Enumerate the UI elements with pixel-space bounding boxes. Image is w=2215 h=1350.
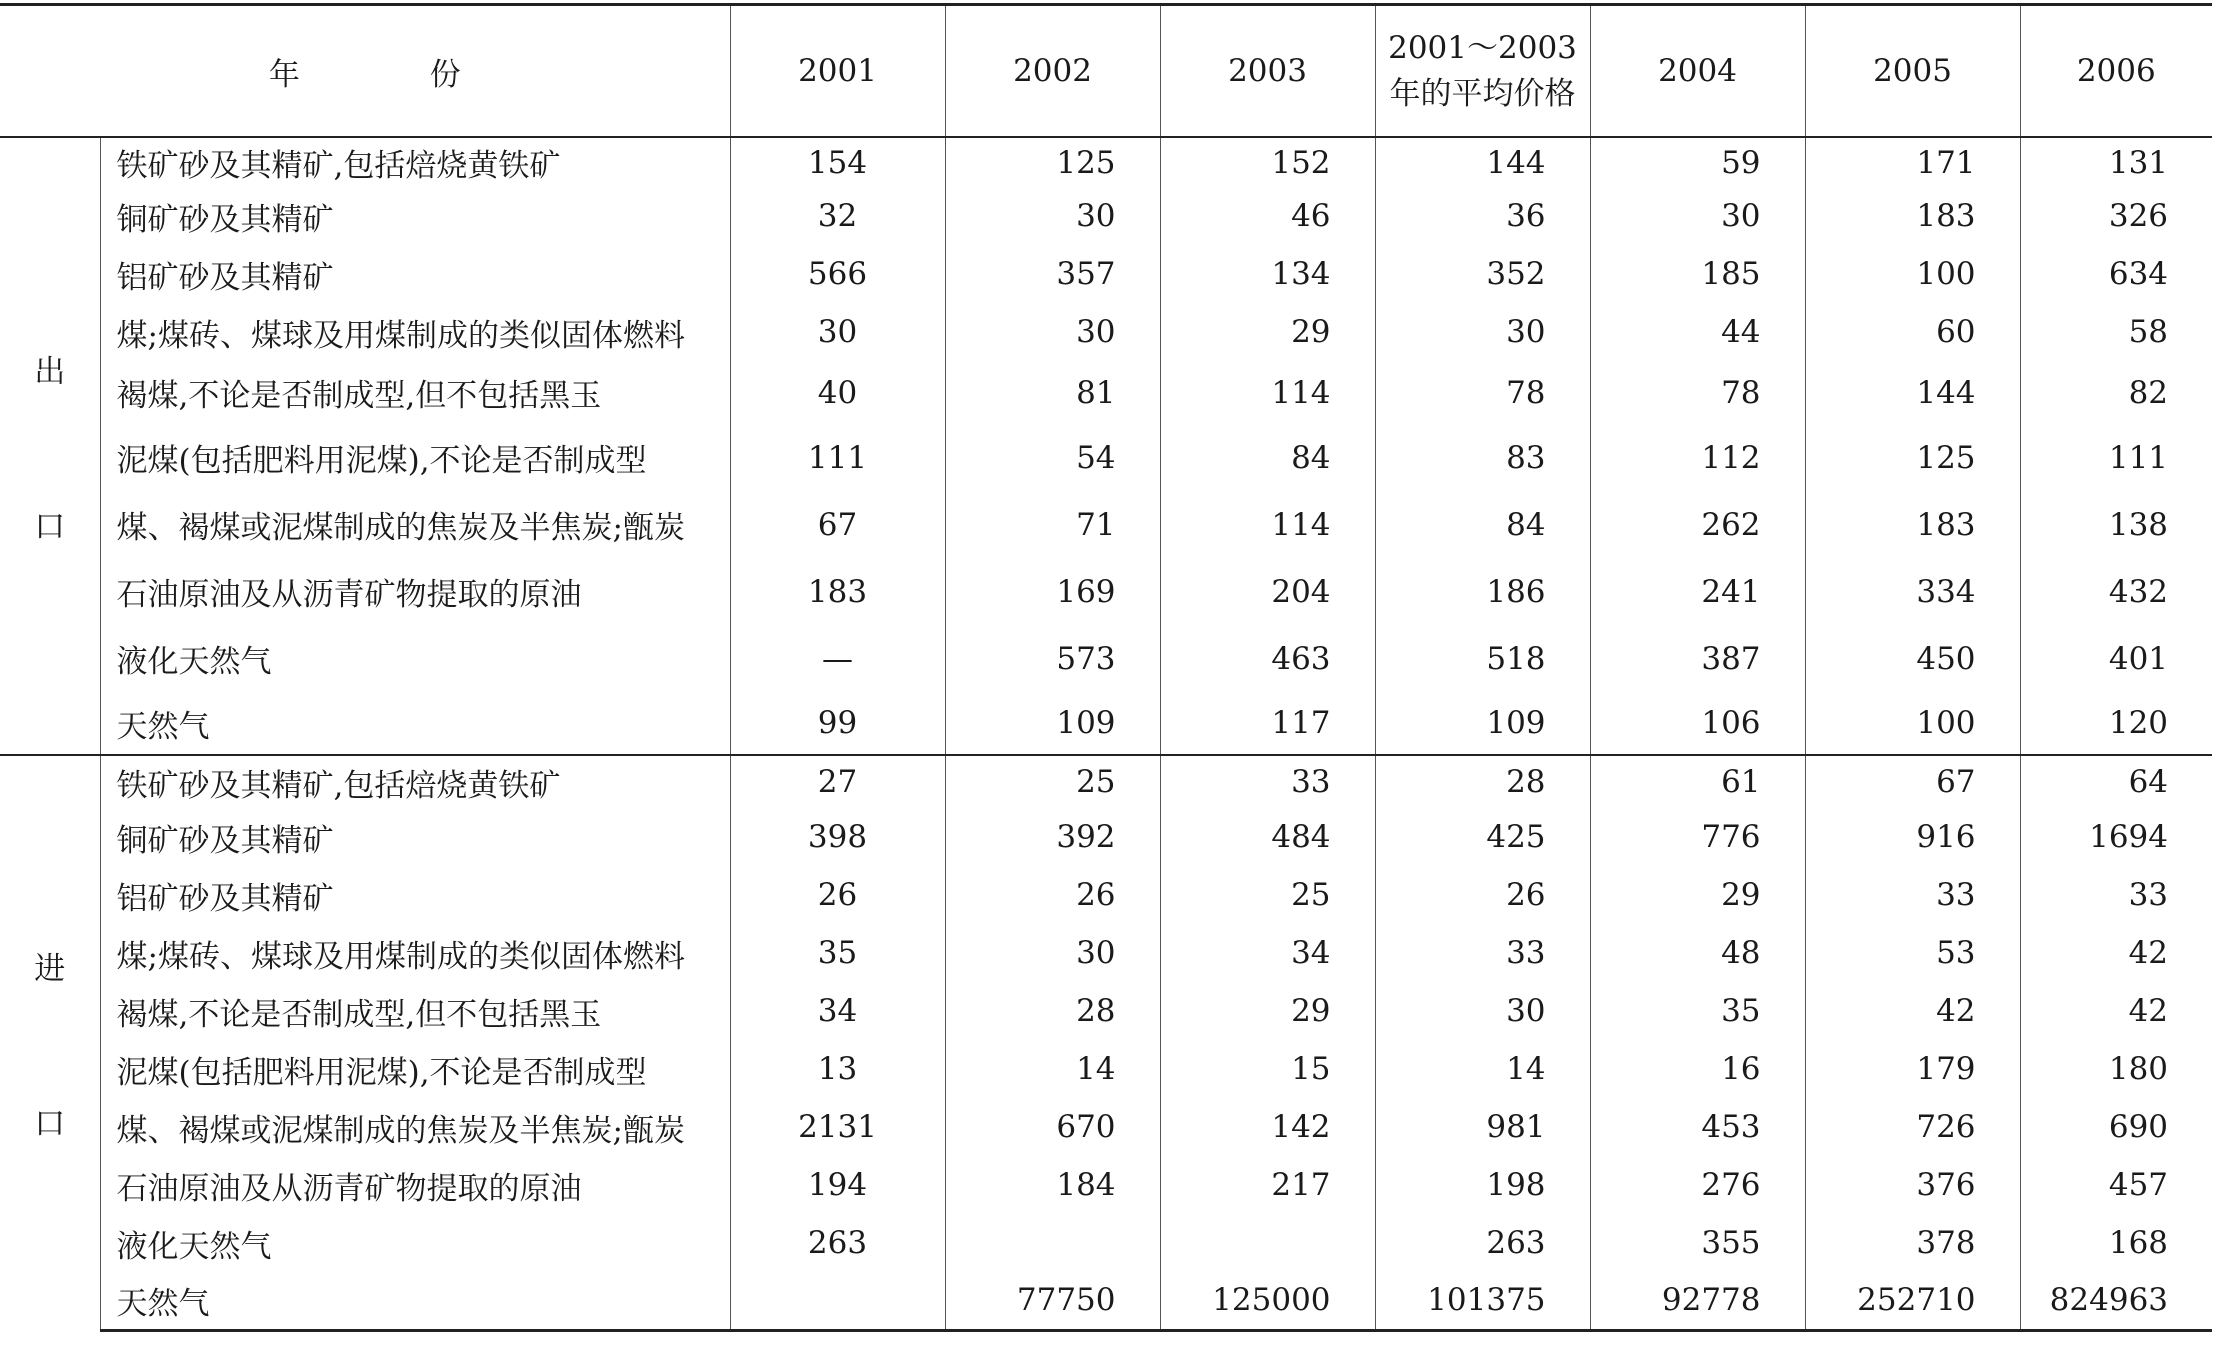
- value-cell: 100: [1805, 245, 2020, 303]
- value-cell: 28: [945, 982, 1160, 1040]
- value-cell: 401: [2020, 625, 2212, 692]
- item-name: 煤;煤砖、煤球及用煤制成的类似固体燃料: [100, 924, 730, 982]
- value-cell: 457: [2020, 1156, 2212, 1214]
- value-cell: 30: [1375, 303, 1590, 361]
- value-cell: 183: [730, 558, 945, 625]
- item-name: 石油原油及从沥青矿物提取的原油: [100, 1156, 730, 1214]
- value-cell: 142: [1160, 1098, 1375, 1156]
- value-cell: 29: [1160, 982, 1375, 1040]
- column-header: 2002: [945, 5, 1160, 138]
- table-row: [0, 303, 2212, 361]
- value-cell: 16: [1590, 1040, 1805, 1098]
- item-name: 泥煤(包括肥料用泥煤),不论是否制成型: [100, 424, 730, 491]
- value-cell: 82: [2020, 361, 2212, 424]
- value-cell: 518: [1375, 625, 1590, 692]
- value-cell: 357: [945, 245, 1160, 303]
- column-header: 2005: [1805, 5, 2020, 138]
- value-cell: 109: [1375, 692, 1590, 755]
- value-cell: 432: [2020, 558, 2212, 625]
- value-cell: 77750: [945, 1272, 1160, 1330]
- value-cell: 84: [1160, 424, 1375, 491]
- value-cell: 14: [945, 1040, 1160, 1098]
- table-row: [0, 361, 2212, 424]
- value-cell: 355: [1590, 1214, 1805, 1272]
- item-name: 液化天然气: [100, 625, 730, 692]
- value-cell: 378: [1805, 1214, 2020, 1272]
- value-cell: 168: [2020, 1214, 2212, 1272]
- value-cell: 263: [1375, 1214, 1590, 1272]
- value-cell: 425: [1375, 808, 1590, 866]
- group-label: [0, 137, 100, 755]
- value-cell: [945, 1214, 1160, 1272]
- value-cell: 634: [2020, 245, 2212, 303]
- value-cell: 204: [1160, 558, 1375, 625]
- value-cell: 35: [1590, 982, 1805, 1040]
- value-cell: 33: [1375, 924, 1590, 982]
- value-cell: 48: [1590, 924, 1805, 982]
- value-cell: 64: [2020, 755, 2212, 808]
- value-cell: 111: [730, 424, 945, 491]
- value-cell: 114: [1160, 491, 1375, 558]
- value-cell: 169: [945, 558, 1160, 625]
- value-cell: 125: [945, 137, 1160, 187]
- value-cell: 144: [1375, 137, 1590, 187]
- value-cell: 1694: [2020, 808, 2212, 866]
- value-cell: 109: [945, 692, 1160, 755]
- value-cell: 99: [730, 692, 945, 755]
- value-cell: 30: [945, 187, 1160, 245]
- value-cell: 53: [1805, 924, 2020, 982]
- value-cell: 566: [730, 245, 945, 303]
- item-name: 天然气: [100, 692, 730, 755]
- value-cell: —: [730, 625, 945, 692]
- value-cell: 15: [1160, 1040, 1375, 1098]
- value-cell: 26: [730, 866, 945, 924]
- value-cell: 42: [2020, 924, 2212, 982]
- value-cell: 34: [1160, 924, 1375, 982]
- value-cell: 26: [945, 866, 1160, 924]
- item-name: 褐煤,不论是否制成型,但不包括黑玉: [100, 361, 730, 424]
- value-cell: 171: [1805, 137, 2020, 187]
- table-row: [0, 1214, 2212, 1272]
- group-label-char: 口: [34, 509, 66, 545]
- value-cell: 154: [730, 137, 945, 187]
- item-name: 煤、褐煤或泥煤制成的焦炭及半焦炭;甑炭: [100, 1098, 730, 1156]
- value-cell: 125000: [1160, 1272, 1375, 1330]
- item-name: 铁矿砂及其精矿,包括焙烧黄铁矿: [100, 137, 730, 187]
- value-cell: 981: [1375, 1098, 1590, 1156]
- value-cell: 152: [1160, 137, 1375, 187]
- value-cell: 30: [945, 303, 1160, 361]
- value-cell: 2131: [730, 1098, 945, 1156]
- value-cell: 183: [1805, 491, 2020, 558]
- value-cell: 33: [2020, 866, 2212, 924]
- value-cell: 78: [1590, 361, 1805, 424]
- value-cell: 131: [2020, 137, 2212, 187]
- value-cell: 84: [1375, 491, 1590, 558]
- value-cell: 450: [1805, 625, 2020, 692]
- value-cell: 690: [2020, 1098, 2212, 1156]
- value-cell: 35: [730, 924, 945, 982]
- value-cell: 138: [2020, 491, 2212, 558]
- value-cell: 33: [1805, 866, 2020, 924]
- value-cell: 120: [2020, 692, 2212, 755]
- value-cell: 59: [1590, 137, 1805, 187]
- group-label-char: 口: [34, 1106, 66, 1142]
- group-label: [0, 755, 100, 1330]
- value-cell: 44: [1590, 303, 1805, 361]
- value-cell: 33: [1160, 755, 1375, 808]
- value-cell: 112: [1590, 424, 1805, 491]
- value-cell: 198: [1375, 1156, 1590, 1214]
- item-name: 铜矿砂及其精矿: [100, 808, 730, 866]
- value-cell: 111: [2020, 424, 2212, 491]
- value-cell: 60: [1805, 303, 2020, 361]
- table-row: [0, 625, 2212, 692]
- table-body: [0, 137, 2212, 1330]
- item-name: 铁矿砂及其精矿,包括焙烧黄铁矿: [100, 755, 730, 808]
- value-cell: 34: [730, 982, 945, 1040]
- value-cell: 78: [1375, 361, 1590, 424]
- value-cell: 40: [730, 361, 945, 424]
- value-cell: 179: [1805, 1040, 2020, 1098]
- value-cell: 398: [730, 808, 945, 866]
- value-cell: 67: [730, 491, 945, 558]
- value-cell: 334: [1805, 558, 2020, 625]
- value-cell: 32: [730, 187, 945, 245]
- value-cell: 387: [1590, 625, 1805, 692]
- value-cell: 61: [1590, 755, 1805, 808]
- value-cell: 114: [1160, 361, 1375, 424]
- value-cell: 824963: [2020, 1272, 2212, 1330]
- value-cell: 71: [945, 491, 1160, 558]
- group-label-char: 出: [34, 354, 66, 390]
- price-table: [0, 3, 2212, 1332]
- value-cell: 54: [945, 424, 1160, 491]
- column-header: 2006: [2020, 5, 2212, 138]
- table-row: [0, 1098, 2212, 1156]
- value-cell: 185: [1590, 245, 1805, 303]
- value-cell: 25: [1160, 866, 1375, 924]
- table-row: [0, 491, 2212, 558]
- value-cell: 776: [1590, 808, 1805, 866]
- value-cell: 144: [1805, 361, 2020, 424]
- value-cell: 36: [1375, 187, 1590, 245]
- table-row: [0, 755, 2212, 808]
- table-row: [0, 187, 2212, 245]
- item-name: 泥煤(包括肥料用泥煤),不论是否制成型: [100, 1040, 730, 1098]
- value-cell: 326: [2020, 187, 2212, 245]
- table-row: [0, 424, 2212, 491]
- value-cell: [1160, 1214, 1375, 1272]
- value-cell: 29: [1160, 303, 1375, 361]
- value-cell: 30: [1590, 187, 1805, 245]
- value-cell: 26: [1375, 866, 1590, 924]
- table-row: [0, 558, 2212, 625]
- value-cell: 463: [1160, 625, 1375, 692]
- value-cell: 453: [1590, 1098, 1805, 1156]
- item-name: 煤;煤砖、煤球及用煤制成的类似固体燃料: [100, 303, 730, 361]
- value-cell: 484: [1160, 808, 1375, 866]
- year-header-label: 年 份: [268, 56, 461, 93]
- value-cell: 376: [1805, 1156, 2020, 1214]
- value-cell: 29: [1590, 866, 1805, 924]
- value-cell: 184: [945, 1156, 1160, 1214]
- column-header: 2003: [1160, 5, 1375, 138]
- column-header: 2004: [1590, 5, 1805, 138]
- value-cell: 194: [730, 1156, 945, 1214]
- table-row: [0, 982, 2212, 1040]
- value-cell: 352: [1375, 245, 1590, 303]
- value-cell: 100: [1805, 692, 2020, 755]
- value-cell: 67: [1805, 755, 2020, 808]
- column-header-average: [1375, 5, 1590, 138]
- value-cell: 25: [945, 755, 1160, 808]
- value-cell: 916: [1805, 808, 2020, 866]
- value-cell: 125: [1805, 424, 2020, 491]
- value-cell: 573: [945, 625, 1160, 692]
- value-cell: 106: [1590, 692, 1805, 755]
- value-cell: 241: [1590, 558, 1805, 625]
- value-cell: 101375: [1375, 1272, 1590, 1330]
- value-cell: 13: [730, 1040, 945, 1098]
- item-name: 铝矿砂及其精矿: [100, 245, 730, 303]
- value-cell: 92778: [1590, 1272, 1805, 1330]
- value-cell: 58: [2020, 303, 2212, 361]
- table-row: [0, 1156, 2212, 1214]
- value-cell: 30: [945, 924, 1160, 982]
- value-cell: 186: [1375, 558, 1590, 625]
- year-header: [0, 5, 730, 138]
- table-row: [0, 692, 2212, 755]
- value-cell: [730, 1272, 945, 1330]
- table-row: [0, 808, 2212, 866]
- value-cell: 180: [2020, 1040, 2212, 1098]
- value-cell: 217: [1160, 1156, 1375, 1214]
- table-header: [0, 5, 2212, 138]
- table-row: [0, 137, 2212, 187]
- table-row: [0, 1272, 2212, 1330]
- value-cell: 14: [1375, 1040, 1590, 1098]
- group-label-char: 进: [34, 951, 66, 987]
- column-header: 2001: [730, 5, 945, 138]
- value-cell: 46: [1160, 187, 1375, 245]
- value-cell: 117: [1160, 692, 1375, 755]
- value-cell: 726: [1805, 1098, 2020, 1156]
- value-cell: 262: [1590, 491, 1805, 558]
- item-name: 铜矿砂及其精矿: [100, 187, 730, 245]
- value-cell: 134: [1160, 245, 1375, 303]
- table-row: [0, 866, 2212, 924]
- table-row: [0, 1040, 2212, 1098]
- item-name: 铝矿砂及其精矿: [100, 866, 730, 924]
- value-cell: 28: [1375, 755, 1590, 808]
- table-row: [0, 924, 2212, 982]
- value-cell: 670: [945, 1098, 1160, 1156]
- value-cell: 83: [1375, 424, 1590, 491]
- value-cell: 30: [730, 303, 945, 361]
- item-name: 煤、褐煤或泥煤制成的焦炭及半焦炭;甑炭: [100, 491, 730, 558]
- item-name: 石油原油及从沥青矿物提取的原油: [100, 558, 730, 625]
- average-header-text: 2001～2003年的平均价格: [1388, 30, 1577, 112]
- value-cell: 252710: [1805, 1272, 2020, 1330]
- item-name: 褐煤,不论是否制成型,但不包括黑玉: [100, 982, 730, 1040]
- table-row: [0, 245, 2212, 303]
- item-name: 天然气: [100, 1272, 730, 1330]
- item-name: 液化天然气: [100, 1214, 730, 1272]
- value-cell: 42: [1805, 982, 2020, 1040]
- value-cell: 392: [945, 808, 1160, 866]
- value-cell: 30: [1375, 982, 1590, 1040]
- value-cell: 183: [1805, 187, 2020, 245]
- value-cell: 81: [945, 361, 1160, 424]
- value-cell: 263: [730, 1214, 945, 1272]
- value-cell: 276: [1590, 1156, 1805, 1214]
- value-cell: 27: [730, 755, 945, 808]
- value-cell: 42: [2020, 982, 2212, 1040]
